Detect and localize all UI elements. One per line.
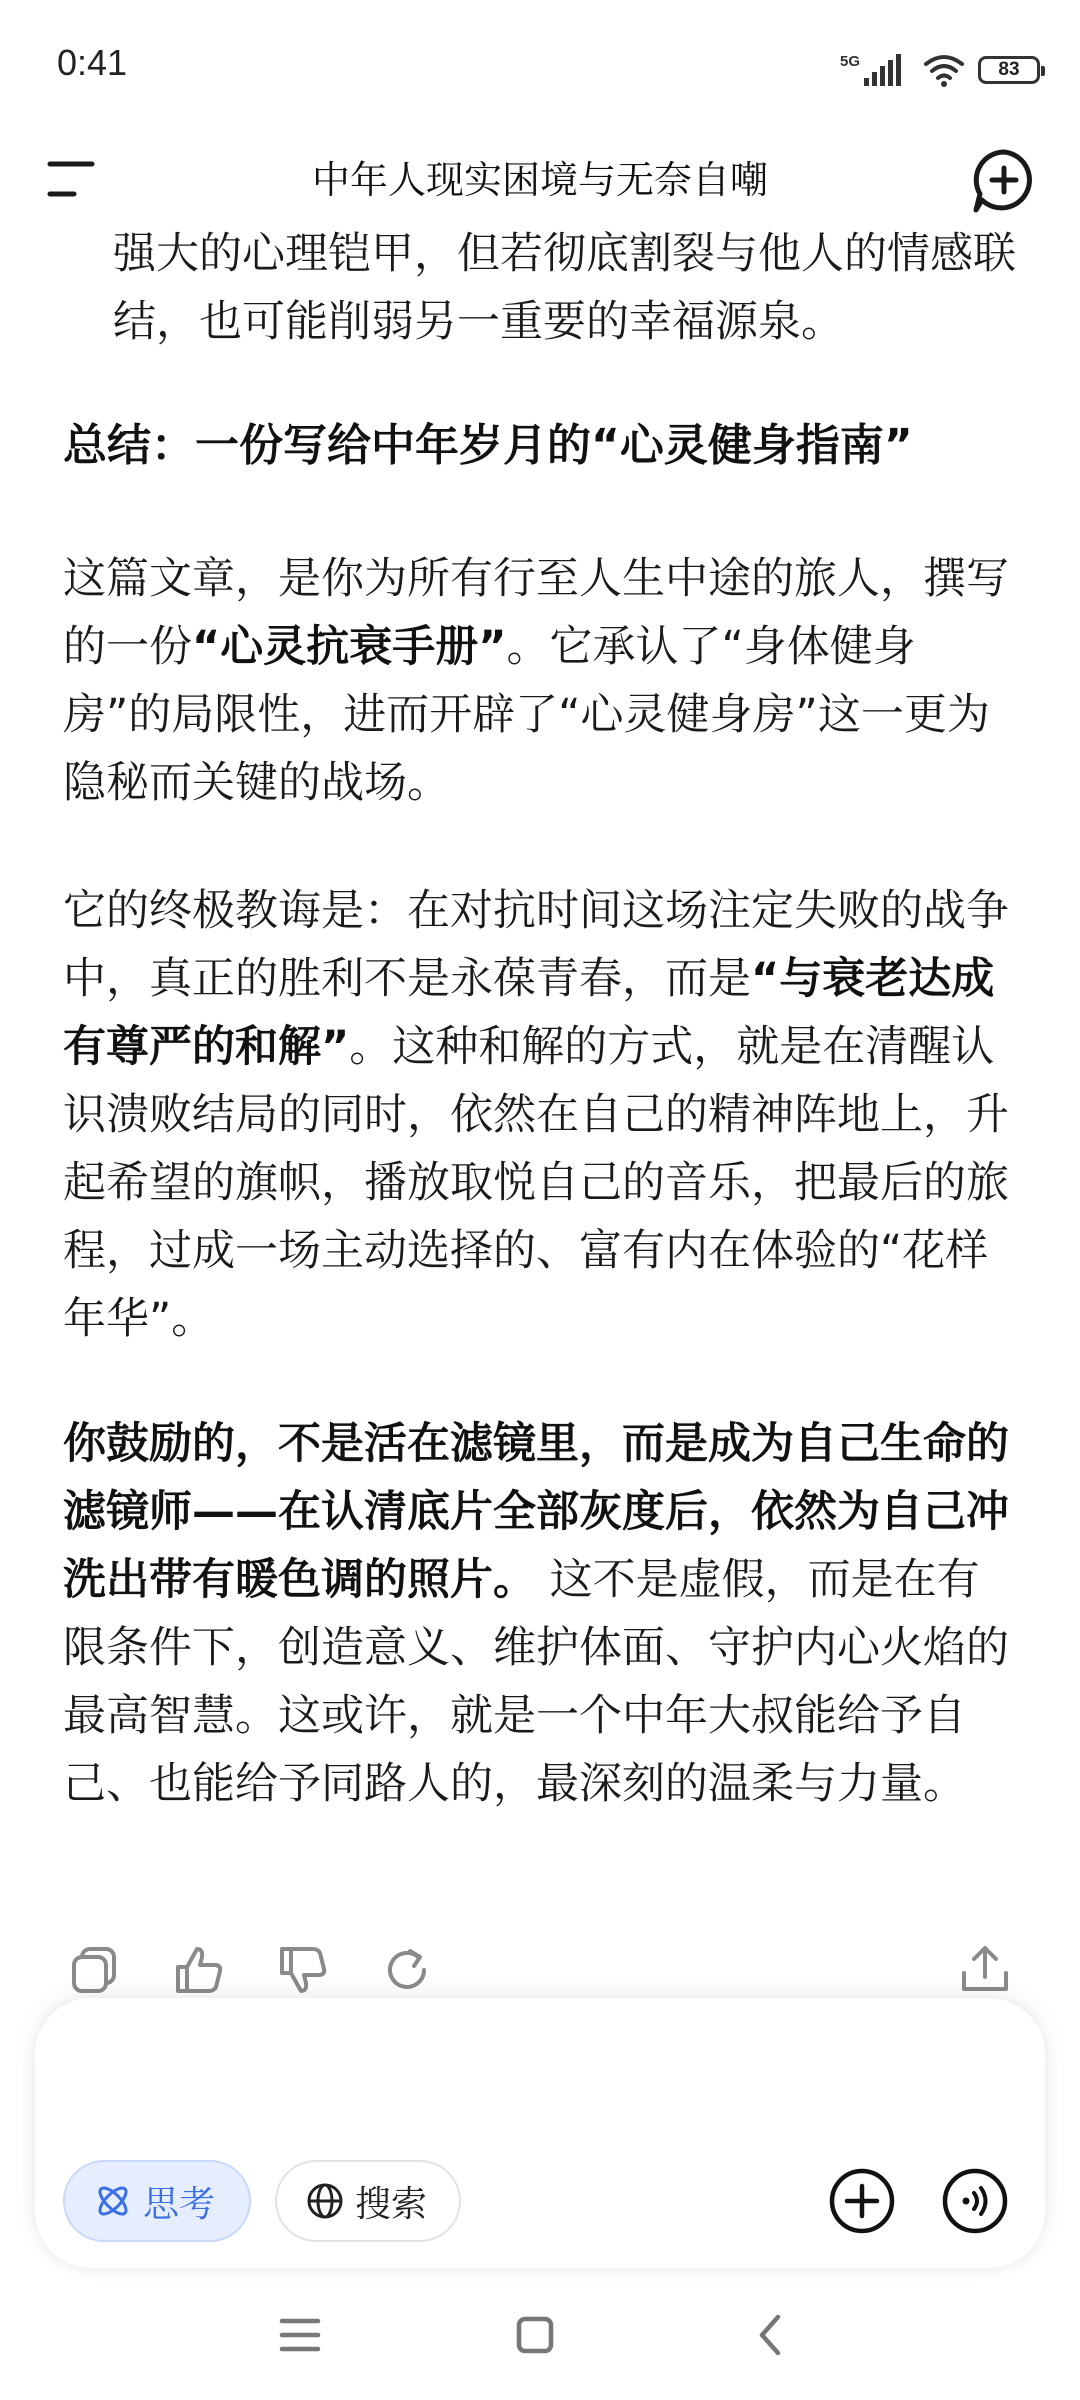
- refresh-icon[interactable]: [380, 1943, 434, 1997]
- system-nav-bar: [0, 2290, 1080, 2380]
- new-chat-icon[interactable]: [968, 144, 1040, 216]
- p1-text-c: 。它承认了“身体健身房”的局限性，进而开辟了“心灵健身房”这一更为隐秘而关键的战场。: [63, 622, 990, 808]
- continuation-text: 强大的心理铠甲，但若彻底割裂与他人的情感联结，也可能削弱另一重要的幸福源泉。: [113, 229, 1016, 347]
- p3-text-b: 这不是虚假，而是在有限条件下，创造意义、维护体面、守护内心火焰的最高智慧。这或许，就是一个中年大叔能给予自己、也能给予同路人的，最深刻的温柔与力量。: [63, 1555, 1009, 1809]
- p2-emphasis: “与衰老达成有尊严的和解”: [63, 954, 995, 1072]
- menu-icon[interactable]: [44, 150, 104, 210]
- thumbs-down-icon[interactable]: [276, 1943, 330, 1997]
- share-icon[interactable]: [958, 1943, 1012, 1997]
- summary-heading: 总结：一份写给中年岁月的“心灵健身指南”: [63, 420, 913, 471]
- message-actions: [0, 1935, 1080, 2005]
- article-paragraph-3: [63, 1410, 1018, 1818]
- recents-icon[interactable]: [270, 2305, 330, 2365]
- p3-emphasis: 你鼓励的，不是活在滤镜里，而是成为自己生命的滤镜师——在认清底片全部灰度后，依然为自己冲洗出带有暖色调的照片。: [63, 1419, 1009, 1605]
- composer-panel: [35, 1998, 1045, 2268]
- article-paragraph-2: [63, 877, 1018, 1353]
- cellular-signal-icon: [840, 50, 910, 90]
- chat-header: [0, 130, 1080, 230]
- paragraph-2-text: [63, 877, 1018, 1353]
- message-input[interactable]: [80, 2038, 684, 2100]
- add-attachment-icon[interactable]: [827, 2166, 897, 2236]
- copy-icon[interactable]: [68, 1943, 122, 1997]
- network-type-label: 5G: [840, 53, 861, 70]
- atom-icon: [93, 2181, 133, 2221]
- globe-icon: [305, 2181, 345, 2221]
- home-icon[interactable]: [505, 2305, 565, 2365]
- article-paragraph-continuation: [113, 220, 1018, 356]
- voice-call-icon[interactable]: [940, 2166, 1010, 2236]
- search-toggle-button[interactable]: [275, 2160, 461, 2242]
- thumbs-up-icon[interactable]: [172, 1943, 226, 1997]
- battery-level: 83: [998, 59, 1020, 80]
- back-icon[interactable]: [740, 2305, 800, 2365]
- paragraph-1-text: [63, 545, 1018, 817]
- p1-emphasis: “心灵抗衰手册”: [192, 622, 507, 672]
- paragraph-3-text: [63, 1410, 1018, 1818]
- p2-text-c: 。这种和解的方式，就是在清醒认识溃败结局的同时，依然在自己的精神阵地上，升起希望的旗帜，播放取悦自己的音乐，把最后的旅程，过成一场主动选择的、富有内在体验的“花样年华”。: [63, 1022, 1009, 1344]
- think-label: 思考: [143, 2183, 216, 2225]
- conversation-title: 中年人现实困境与无奈自嘲: [311, 158, 768, 202]
- p2-text-a: 它的终极教诲是：在对抗时间这场注定失败的战争中，真正的胜利不是永葆青春，而是: [63, 886, 1009, 1004]
- status-time: 0:41: [57, 42, 128, 83]
- think-toggle-button[interactable]: [63, 2160, 251, 2242]
- wifi-icon: [922, 52, 966, 88]
- search-label: 搜索: [355, 2183, 428, 2225]
- article-paragraph-1: [63, 545, 1018, 817]
- p1-text-a: 这篇文章，是你为所有行至人生中途的旅人，撰写的一份: [63, 554, 1009, 672]
- status-bar: [0, 0, 1080, 130]
- battery-indicator: [978, 56, 1040, 84]
- status-icons: [840, 50, 1040, 90]
